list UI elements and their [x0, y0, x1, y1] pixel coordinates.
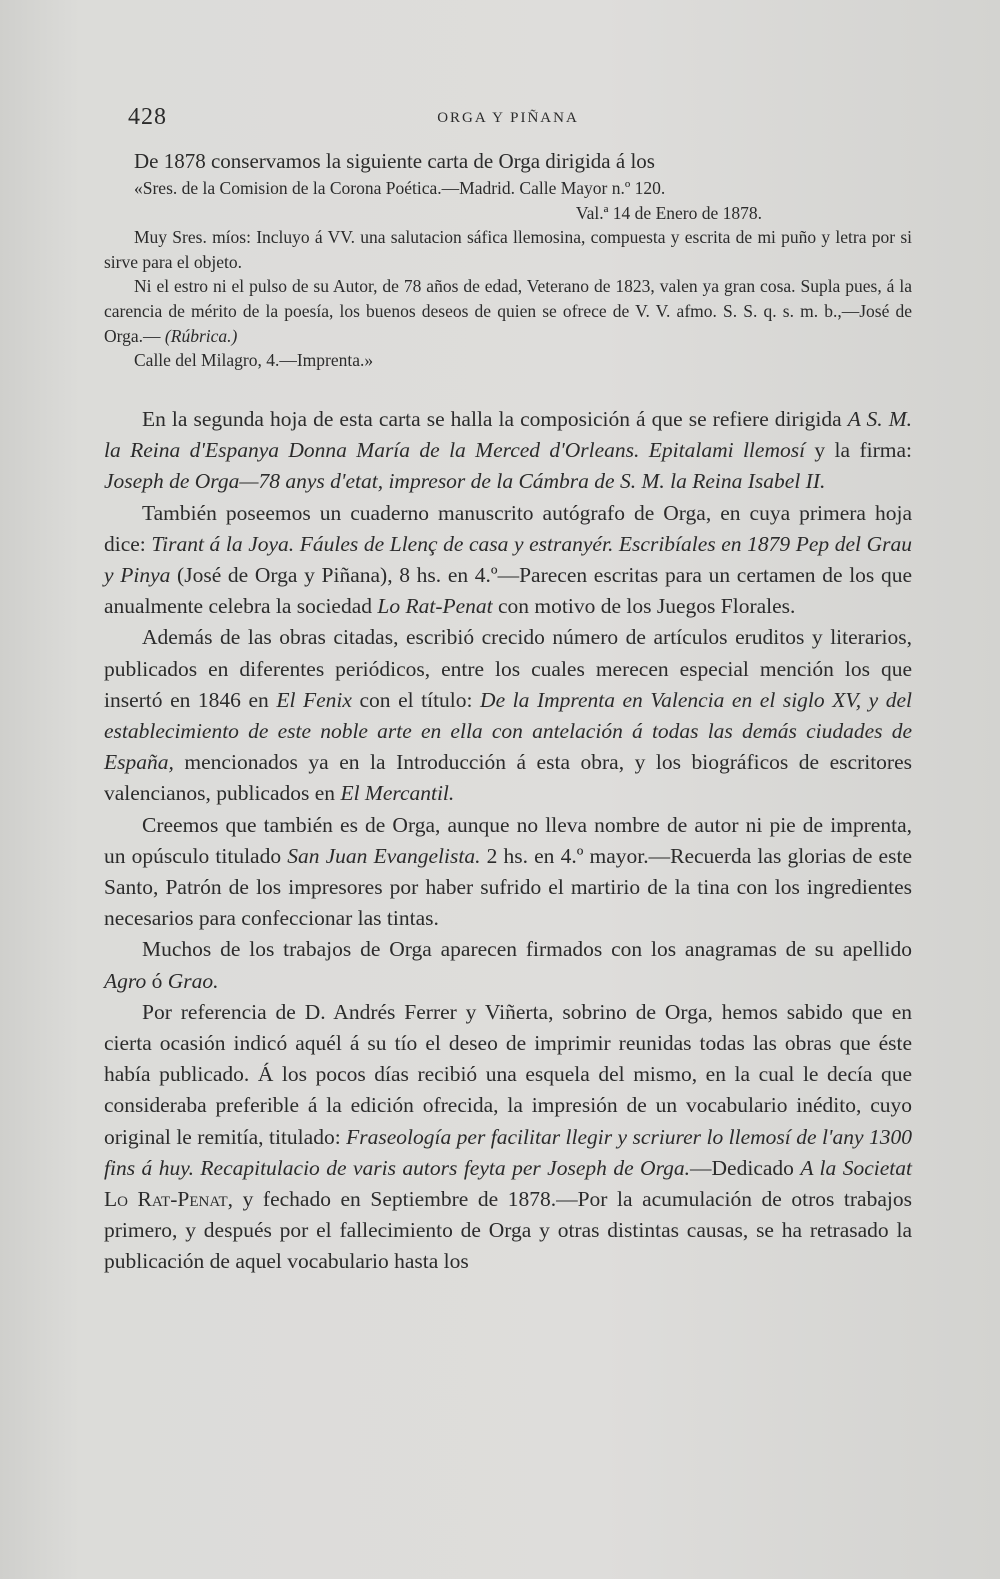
text-run: mencionados ya en la Introducción á esta obra, y los biográficos de escritores valencianos, publicados en: [104, 750, 912, 806]
italic-title: Lo Rat-Penat: [377, 594, 493, 619]
italic-title: Tirant á la Joya. Fáules de Llenç de casa y estranyér. Escribíales en 1879 Pep del Grau y Pinya: [104, 531, 912, 588]
italic-title: A la Societat: [800, 1155, 912, 1180]
text-run: , y fechado en Septiembre de 1878.—Por la acumulación de otros trabajos primero, y después por el fallecimiento de Orga y otras distintas causas, se ha retrasado la publicación de aquel vocabulario hasta los: [104, 1187, 912, 1274]
letter-paragraph: Muy Sres. míos: Incluyo á VV. una salutacion sáfica llemosina, compuesta y escrita de mi puño y letra por si sirve para el objeto.: [104, 227, 912, 272]
paragraph: [104, 934, 912, 996]
smallcaps-name: Lo Rat-Penat: [104, 1187, 228, 1212]
italic-title: De la Imprenta en Valencia en el siglo XV, y del establecimiento de este noble arte en ella con antelación á todas las demás ciudades de España,: [104, 687, 912, 775]
text-run: Por referencia de D. Andrés Ferrer y Viñerta, sobrino de Orga, hemos sabido que en cierta ocasión indicó aquél á su tío el deseo de imprimir reunidas todas las obras que éste había publicado. Á los pocos días recibió una esquela del mismo, en la cual le decía que consideraba preferible á la edición ofrecida, la impresión de un vocabulario inédito, cuyo original le remitía, titulado:: [104, 999, 912, 1149]
paragraph: [104, 997, 912, 1278]
letter-rubrica: (Rúbrica.): [164, 325, 238, 346]
quoted-letter: [104, 146, 912, 373]
text-run: y la firma:: [805, 438, 912, 463]
paragraph: [104, 498, 912, 623]
italic-title: El Mercantil.: [340, 781, 455, 806]
text-run: —Dedicado: [690, 1155, 801, 1180]
text-run: ó: [146, 968, 168, 993]
letter-text: Ni el estro ni el pulso de su Autor, de 78 años de edad, Veterano de 1823, valen ya gran cosa. Supla pues, á la carencia de mérito de la poesía, los buenos deseos de quien se ofrece de V. V. afmo. S. S. q. s. m. b.,—José de Orga.—: [104, 276, 912, 346]
letter-paragraph: [104, 274, 912, 348]
text-run: con motivo de los Juegos Florales.: [492, 594, 796, 619]
italic-title: San Juan Evangelista.: [287, 843, 481, 868]
body-text: [104, 404, 912, 1278]
text-run: También poseemos un cuaderno manuscrito autógrafo de Orga, en cuya primera hoja dice:: [104, 500, 912, 556]
text-run: En la segunda hoja de esta carta se halla la composición á que se refiere dirigida: [142, 407, 848, 431]
italic-title: Fraseología per facilitar llegir y scriurer lo llemosí de l'any 1300 fins á huy. Recapitulacio de varis autors feyta per Joseph de Orga.: [104, 1124, 913, 1180]
italic-title: A S. M. la Reina d'Espanya Donna María de la Merced d'Orleans. Epitalami llemosí: [104, 407, 912, 463]
paragraph: [104, 810, 912, 935]
paragraph: [104, 622, 912, 809]
italic-title: El Fenix: [276, 687, 352, 712]
text-run: Además de las obras citadas, escribió crecido número de artículos eruditos y literarios, publicados en diferentes periódicos, entre los cuales merecen especial mención los que insertó en 1846 en: [104, 625, 912, 712]
running-head: [128, 104, 888, 134]
italic-title: Grao.: [167, 968, 219, 993]
text-run: (José de Orga y Piñana), 8 hs. en 4.º—Parecen escritas para un certamen de los que anualmente celebra la sociedad: [104, 563, 912, 619]
running-title: ORGA Y PIÑANA: [437, 110, 579, 126]
page-number: 428: [128, 104, 167, 130]
text-run: Muchos de los trabajos de Orga aparecen firmados con los anagramas de su apellido: [142, 937, 912, 962]
text-run: 2 hs. en 4.º mayor.—Recuerda las glorias de este Santo, Patrón de los impresores por haber sufrido el martirio de la tina con los ingredientes necesarios para confeccionar las tintas.: [104, 843, 912, 931]
letter-intro: De 1878 conservamos la siguiente carta de Orga dirigida á los: [134, 149, 655, 173]
letter-address: «Sres. de la Comision de la Corona Poética.—Madrid. Calle Mayor n.º 120.: [134, 178, 666, 198]
italic-title: Agro: [104, 968, 147, 993]
text-run: Creemos que también es de Orga, aunque no lleva nombre de autor ni pie de imprenta, un opúsculo titulado: [104, 812, 912, 868]
text-run: con el título:: [351, 687, 481, 712]
paragraph: [104, 404, 912, 498]
letter-date: Val.ª 14 de Enero de 1878.: [575, 202, 762, 223]
italic-title: Joseph de Orga—78 anys d'etat, impresor de la Cámbra de S. M. la Reina Isabel II.: [104, 469, 826, 494]
letter-footer: Calle del Milagro, 4.—Imprenta.»: [134, 350, 374, 371]
